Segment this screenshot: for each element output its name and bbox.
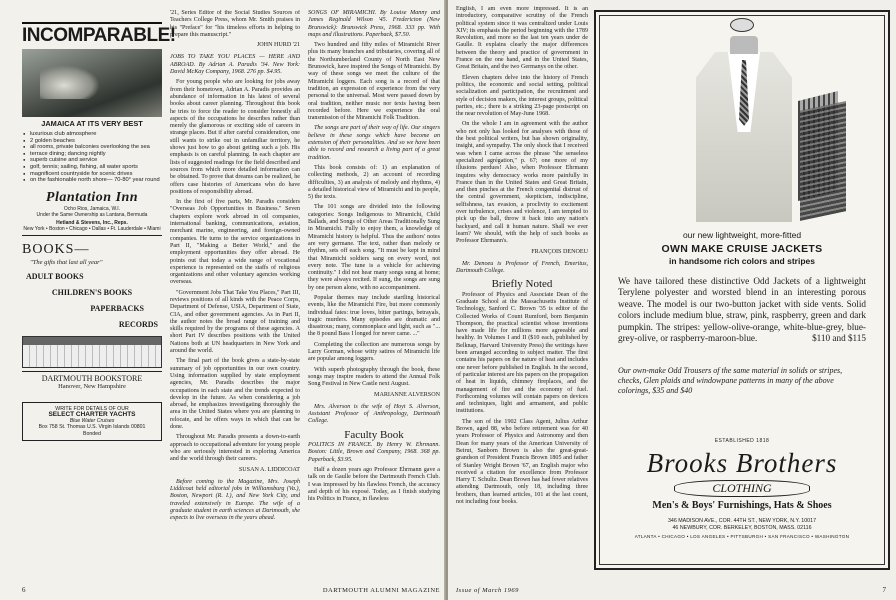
bookstore-name: DARTMOUTH BOOKSTORE — [22, 371, 162, 383]
charter-address: Box 758 St. Thomas U.S. Virgin Islands 00801 — [38, 424, 146, 431]
paragraph: The son of the 1902 Class Agent, Julius Arthur Brown, aged 88, who before retirement was for 40 years Professor of Physics and Astronomy and then Dean for many years of the American University of Beirut, Sanborn Brown is also the great-great-grandson of President Francis Brown 1805 and father of Stanley Wright Brown '67, an English major who received a citation for excellence from Professor Harry T. Schultz. Dean Brown has had fewer relatives attending Dartmouth, only 18, including three brothers, than learned articles, 101 at the last count, not including four books. — [456, 418, 588, 505]
paragraph: Completing the collection are numerous songs by Larry Gorman, whose witty satires of Miramichi life are popular among loggers. — [308, 341, 440, 363]
jamaica-photo — [22, 49, 162, 117]
ad-headline-2: OWN MAKE CRUISE JACKETS — [661, 243, 823, 255]
category-adult-books: ADULT BOOKS — [26, 271, 84, 281]
brooks-brothers-ad — [594, 10, 890, 570]
paragraph: Professor of Physics and Associate Dean of the Graduate School at the Massachusetts Institute of Technology, Sanford C. Brown '35 is editor of the Collected Works of Count Rumford, born Benjamin Thompson, the practical scientist whose inventions have made life for millions more agreeable and healthy. In Volumes I and II ($10 each, published by Belknap, Harvard University Press) the writings have been arranged according to subject matter. The first contains his papers on the nature of heat and includes one never before published in English. In the second, of particular interest are his papers on the propagation of heat in liquids, chimney fireplaces, and the management of fire and the economy of fuel. Forthcoming volumes will contain papers on devices and techniques, light and armament, and public institutions. — [456, 291, 588, 415]
jacket-illustration — [640, 36, 846, 224]
author-note: Mr. Denoeu is Professor of French, Emeritus, Dartmouth College. — [456, 260, 588, 275]
list-item: ● luxurious club atmosphere — [30, 131, 162, 138]
ad-headline-1: our new lightweight, more-fitted — [682, 230, 802, 240]
fabric-swatch — [800, 101, 846, 221]
plantation-features-list — [22, 131, 162, 184]
store-cities: ATLANTA • CHICAGO • LOS ANGELES • PITTSBURGH • SAN FRANCISCO • WASHINGTON — [634, 534, 850, 539]
bookstore-illustration — [22, 336, 162, 368]
paragraph: In the first of five parts, Mr. Paradis considers "Overseas Job Opportunities in Business." Seven chapters explore work abroad in oil companies, international banking, communications, aviation, merchant marine, engineering, and foreign-owned companies. He turns to the service organizations in Part II, "Making a Better World," and the employment opportunities they offer abroad. He points out that today a wide range of vocational experience is represented on the staffs of religious organizations and other voluntary agencies working overseas. — [170, 199, 300, 286]
page-number: 7 — [882, 586, 886, 594]
ad-body — [618, 276, 866, 344]
brand-subtitle: Men's & Boys' Furnishings, Hats & Shoes — [652, 500, 832, 511]
article-column-right — [456, 6, 588, 572]
section-heading-briefly-noted: Briefly Noted — [491, 278, 553, 291]
ad-trousers-text: Our own-make Odd Trousers of the same material in solids or stripes, checks, Glen plaids and windowpane patterns in many of the above colorings, $35 and $40 — [618, 366, 843, 395]
category-childrens-books: CHILDREN'S BOOKS — [51, 287, 133, 297]
signature: SUSAN A. LIDDICOAT — [238, 466, 300, 473]
address-line: 46 NEWBURY, COR. BERKELEY, BOSTON, MASS. 02116 — [672, 525, 812, 531]
article-column-3 — [308, 10, 440, 575]
plantation-inn-logo: Plantation Inn — [45, 189, 139, 205]
paragraph: For young people who are looking for jobs away from their hometown, Adrian A. Paradis provides an abundance of information in his latest of several books about career planning. Throughout this book he tries to force the reader to consider honestly all aspects of the occupations he describes rather than merely the glamorous or exciting side of careers in strange places. But if after careful consideration, one still wants to strike out in unfamiliar territory, he shows just how to go about getting such a job. His emphasis is on careful planning. In each chapter are lists of suggested readings for the field described and sources from which more detailed information can be obtained. To prove that dreams can be realized, he offers case histories of Americans who do have positions of responsibility abroad. — [170, 79, 300, 195]
divider — [22, 235, 162, 236]
plantation-rep-cities: New York • Boston • Chicago • Dallas • Ft. Lauderdale • Miami — [23, 225, 161, 232]
paragraph: Half a dozen years ago Professor Ehrmann gave a talk on de Gaulle before the Dartmouth French Club. I was impressed by his flawless French, the accuracy and depth of his exposé. Today, as I finish studying his Politics in France, in flawless — [308, 466, 440, 503]
author-note: Mrs. Alverson is the wife of Hoyt S. Alverson, Assistant Professor of Anthropology, Dartmouth College. — [308, 403, 440, 425]
list-item: ● terrace dining; dancing nightly — [30, 151, 162, 158]
brand-logo: Brooks Brothers — [646, 448, 838, 478]
page-number: 6 — [22, 586, 26, 594]
paragraph: With superb photography through the book, these songs may inspire readers to attend the Annual Folk Song Festival in New Castle next August. — [308, 366, 440, 388]
ad-price: $110 and $115 — [812, 333, 866, 344]
category-paperbacks: PAPERBACKS — [90, 303, 144, 313]
charter-title: SELECT CHARTER YACHTS — [48, 410, 136, 418]
ad-body-text: We have tailored these distinctive Odd Jackets of a lightweight Terylene polyester and worsted blend in an interesting porous weave. The model is our two-button jacket with side vents. Solid colors include medium blue, straw, pink, raspberry, green and dark pumpkin. The stripes: yellow-olive-orange, white-blue-grey, blue-grey-olive, or raspberry-maroon-blue. — [618, 276, 866, 344]
charter-yachts-ad — [22, 402, 162, 441]
paragraph: Throughout Mr. Paradis presents a down-to-earth approach to occupational adventure for young people who are seriously interested in exploring America and the world through their careers. — [170, 434, 300, 463]
ad-headline-3: in handsome rich colors and stripes — [669, 256, 815, 266]
page-footer: DARTMOUTH ALUMNI MAGAZINE — [322, 587, 440, 594]
paragraph: The 101 songs are divided into the following categories: Songs Indigenous to Miramichi, Child Ballads, and Songs of Other Areas Traditionally Sung in Miramichi. Fully to enjoy them, a knowledge of Miramichi history is helpful. Thus the authors' notes are very germane. The text, rather than melody or rhythm, sets off each song. "It must be kept in mind that Miramichi soldiers sang on every word, not every note. The tune is a vehicle for achieving continuity." I did not hear many songs sung at home; they were always recited. If sung, the songs are sung by one person alone, with no accompaniment. — [308, 204, 440, 291]
address-line: 346 MADISON AVE., COR. 44TH ST., NEW YORK, N.Y. 10017 — [667, 518, 817, 524]
list-item: ● all rooms, private balconies overlooking the sea — [30, 144, 162, 151]
page-footer: Issue of March 1969 — [456, 587, 519, 594]
jamaica-tagline: JAMAICA AT ITS VERY BEST — [41, 119, 143, 128]
hanger-neck — [730, 36, 758, 54]
list-item: ● on the fashionable north shore— 70-80° year round — [30, 177, 162, 184]
incomparable-headline: INCOMPARABLE! — [22, 22, 162, 47]
signature: JOHN HURD '21 — [256, 42, 300, 49]
left-page — [0, 0, 446, 600]
books-tagline: "The gifts that last all year" — [30, 258, 103, 266]
review-heading: POLITICS IN FRANCE. By Henry W. Ehrmann. Boston: Little, Brown and Company, 1968. 368 pp. Paperback, $3.95. — [308, 442, 440, 463]
books-title: BOOKS— — [22, 241, 90, 257]
author-note: Before coming to the Magazine, Mrs. Joseph Liddicoat held editorial jobs in Williamsburg (Va.), Boston, Newport (R. I.), and New York City, and traveled extensively in Europe. The wife of a graduate student in earth sciences at Dartmouth, she expects to live overseas in the years ahead. — [170, 478, 300, 522]
list-item: ● magnificent countryside for scenic drives — [30, 171, 162, 178]
paragraph: Two hundred and fifty miles of Miramichi River plus its many branches and tributaries, covering all of the Northumberland County of North East New Brunswick, have inspired the Songs of Miramichi. By way of these songs we meet the culture of the Miramichi loggers. Each song is a record of that tradition, an expression of experience from the very personal to the universal. Most were passed down by oral tradition, neither music nor texts having been recorded before. Here we experience the oral transmission of the Miramichi Folk Tradition. — [308, 42, 440, 122]
paragraph: On the whole I am in agreement with the author who not only has looked for analyses with those of the best political writers, but has shown originality, insight, and sympathy. The only shock that I received was when I came across the phrase "the senseless specialized agrégation," p. 67; one more of my illusions perdues! Also, when Professor Ehrmann inquires why democracy works more painfully in France than in the United States and Great Britain, and then pinches at the French congenital distrust of the central government, skepticism, indiscipline, selfishness, tax evasion, a proclivity to excitement over turbulence, crises and violence, I am tempted to pick up the ball, throw it back into any nation's backyard, and call it human nature. Shall we ever learn? We should, with the help of such books as Professor Ehrmann's. — [456, 121, 588, 245]
clothing-banner: CLOTHING — [674, 480, 810, 497]
section-heading-faculty-book: Faculty Book — [344, 428, 404, 441]
charter-write: WRITE FOR DETAILS OF OUR — [55, 405, 129, 412]
plantation-ownership: Under the Same Ownership as Lantana, Bermuda — [36, 211, 148, 218]
bookstore-location: Hanover, New Hampshire — [58, 382, 126, 390]
charter-brand: Blue Water Cruises — [69, 418, 115, 425]
quote: The songs are part of their way of life. Our singers believe in these songs which have become an extension of their personalities. And so we have been able to record and research a living part of a great tradition. — [308, 125, 440, 161]
list-item: ● golf, tennis; sailing, fishing, all water sports — [30, 164, 162, 171]
store-addresses — [596, 518, 888, 532]
ads-column — [22, 22, 176, 441]
review-heading: SONGS OF MIRAMICHI. By Louise Manny and James Reginald Wilson '45. Fredericton (New Brunswick): Brunswick Press, 1968. 333 pp. With maps and illustrations. Paperback, $7.50. — [308, 10, 440, 38]
paragraph: The final part of the book gives a state-by-state summary of job opportunities in our own country. Using information supplied by state employment agencies, Mr. Paradis describes the major occupations in each state and the trends expected to develop in the future. As when considering a job abroad, he emphasizes investigating thoroughly the area in the United States where you are planning to relocate, and he offers ways in which that can be done. — [170, 358, 300, 431]
plantation-reps: Hetland & Stevens, Inc., Reps. — [56, 219, 128, 226]
paragraph: '21, Series Editor of the Social Studies Sources of Teachers College Press, whom Mr. Smith praises in his "Preface" for "his timeless efforts in helping to prepare this manuscript." — [170, 10, 300, 38]
category-records: RECORDS — [118, 319, 158, 329]
paragraph: This book consists of: 1) an explanation of collecting methods, 2) an account of recording difficulties, 3) an analysis of melody and rhythms, 4) a detailed historical view of Miramichi and its people, 5) the texts. — [308, 164, 440, 201]
paragraph: English, I am even more impressed. It is an introductory, comparative scrutiny of the French political system since it was centralized under Louis XIV; its emphasis the period beginning with the 1789 Revolution, and more so the last ten years under de Gaulle. It explains clearly the major differences between the theory and practice of government in France on the one hand, and in the United States, Great Britain, and the two Germanys on the other. — [456, 6, 588, 71]
signature: FRANÇOIS DENOEU — [531, 248, 588, 255]
right-page — [448, 0, 896, 600]
charter-bonded: Bonded — [83, 430, 101, 437]
established-line: ESTABLISHED 1818 — [714, 438, 770, 444]
golden-fleece-icon — [730, 18, 754, 32]
paragraph: Popular themes may include startling historical events, like the Miramichi Fire, but more commonly individual fates: true loves, bitter partings, betrayals, tragic murders. Many episodes are dramatic and disastrous; many, commonplace and light, such as "... the 8 pound Bass I longed for never came. ..." — [308, 294, 440, 338]
list-item: ● superb cuisine and service — [30, 157, 162, 164]
plantation-location: Ocho Rios, Jamaica, W.I. — [63, 205, 121, 212]
list-item: ● 2 golden beaches — [30, 138, 162, 145]
article-column-2 — [170, 10, 300, 575]
signature: MARIANNE ALVERSON — [374, 391, 440, 398]
paragraph: Eleven chapters delve into the history of French politics, the economic and social setting, political socialization and participation, the recruitment and style of decision makers, the interest groups, political parties, etc.; there is a striking 23-page postscript on the near revolution of May-June 1968. — [456, 74, 588, 118]
paragraph: "Government Jobs That Take You Places," Part III, reviews positions of all kinds with the Peace Corps, Department of Defense, USIA, Department of State, CIA, and other government agencies. As in Part II, the author notes the broad range of training and skills required by the programs of these agencies. A short Part IV describes positions with the United Nations both at UN headquarters in New York and around the world. — [170, 289, 300, 355]
review-heading: JOBS TO TAKE YOU PLACES — HERE AND ABROAD. By Adrian A. Paradis '34. New York: David McKay Company, 1968. 276 pp. $4.95. — [170, 54, 300, 76]
